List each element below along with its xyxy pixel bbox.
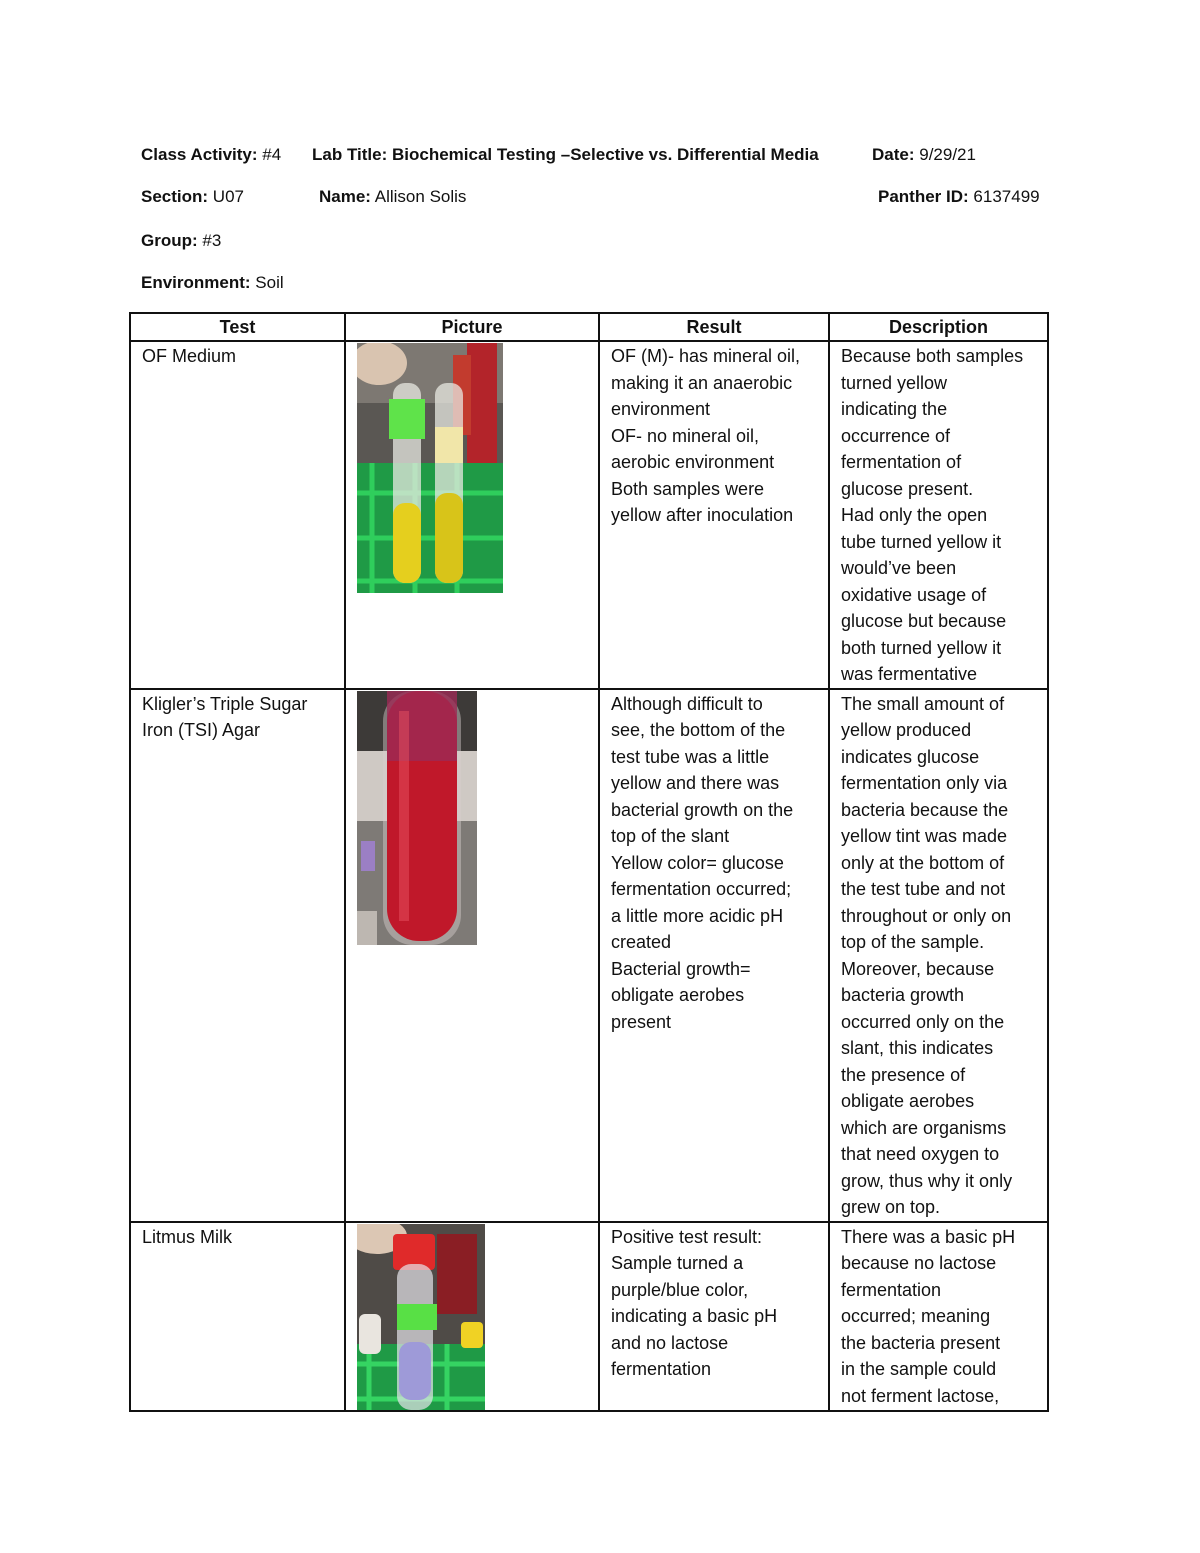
result-line: test tube was a little — [611, 746, 770, 767]
date-label: Date: — [872, 145, 915, 164]
description-line: because no lactose — [841, 1253, 997, 1273]
result-line: present — [611, 1011, 672, 1032]
result-line: Both samples were — [611, 478, 765, 499]
description-line: glucose present. — [841, 478, 974, 499]
result-line: Yellow color= glucose — [611, 852, 784, 873]
result-line: a little more acidic pH — [611, 905, 784, 926]
result-line: OF- no mineral oil, — [611, 425, 760, 446]
result-line: yellow and there was — [611, 773, 780, 793]
result-line: environment — [611, 399, 711, 419]
description-line: fermentation of — [841, 452, 962, 472]
description-line: grew on top. — [841, 1197, 941, 1217]
picture-cell — [345, 1222, 599, 1411]
date-value: 9/29/21 — [919, 145, 976, 164]
student-name — [319, 187, 466, 207]
description-line: would’ve been — [841, 558, 957, 578]
test-line: OF Medium — [142, 346, 237, 366]
description-cell — [829, 689, 1048, 1222]
description-line: slant, this indicates — [841, 1038, 994, 1058]
header-result: Result — [599, 313, 829, 341]
description-line: in the sample could — [841, 1359, 997, 1379]
result-line: purple/blue color, — [611, 1279, 749, 1300]
section-label: Section: — [141, 187, 209, 206]
description-line: fermentation — [841, 1279, 942, 1300]
test-cell — [130, 341, 345, 689]
group-label: Group: — [141, 231, 198, 250]
name-label: Name: — [319, 187, 371, 206]
class-activity — [141, 145, 281, 165]
description-line: that need oxygen to — [841, 1144, 1000, 1164]
test-tubes-yellow-photo — [357, 343, 503, 593]
section-value: U07 — [212, 187, 244, 206]
picture-cell — [345, 341, 599, 689]
table-header-row — [130, 313, 1048, 341]
result-line: fermentation — [611, 1359, 712, 1379]
result-line: see, the bottom of the — [611, 720, 786, 740]
result-line: Positive test result: — [611, 1226, 763, 1247]
description-line: throughout or only on — [841, 905, 1012, 926]
description-line: grow, thus why it only — [841, 1170, 1013, 1191]
environment-label: Environment: — [141, 273, 251, 292]
result-cell — [599, 341, 829, 689]
description-line: yellow produced — [841, 720, 972, 740]
panther-id-value: 6137499 — [973, 187, 1040, 206]
picture-cell — [345, 689, 599, 1222]
result-line: obligate aerobes — [611, 985, 745, 1005]
result-cell — [599, 1222, 829, 1411]
name-value: Allison Solis — [374, 187, 467, 206]
description-line: only at the bottom of — [841, 852, 1005, 873]
result-line: created — [611, 932, 672, 952]
lab-title-value: Biochemical Testing –Selective vs. Differential Media — [391, 145, 819, 164]
test-line: Kligler’s Triple Sugar — [142, 693, 308, 714]
description-line: oxidative usage of — [841, 584, 987, 605]
header-test: Test — [130, 313, 345, 341]
lab-title-label: Lab Title: — [312, 145, 388, 164]
result-line: bacterial growth on the — [611, 799, 794, 820]
description-line: the bacteria present — [841, 1332, 1001, 1353]
table-row — [130, 341, 1048, 689]
environment — [141, 273, 284, 293]
test-line: Litmus Milk — [142, 1226, 233, 1247]
result-line: Sample turned a — [611, 1253, 744, 1273]
result-cell — [599, 689, 829, 1222]
table-row — [130, 1222, 1048, 1411]
description-line: indicates glucose — [841, 746, 980, 767]
result-line: and no lactose — [611, 1332, 729, 1353]
table-row — [130, 689, 1048, 1222]
result-line: aerobic environment — [611, 452, 775, 472]
description-line: occurred only on the — [841, 1011, 1005, 1032]
description-line: the presence of — [841, 1064, 966, 1085]
description-line: bacteria because the — [841, 799, 1009, 820]
description-line: top of the sample. — [841, 932, 985, 952]
lab-title — [312, 145, 819, 165]
result-line: Although difficult to — [611, 693, 763, 714]
description-line: the test tube and not — [841, 879, 1006, 899]
test-cell — [130, 689, 345, 1222]
description-line: yellow tint was made — [841, 826, 1008, 846]
panther-id-label: Panther ID: — [878, 187, 969, 206]
group-value: #3 — [202, 231, 222, 250]
result-line: top of the slant — [611, 826, 730, 846]
description-line: Had only the open — [841, 505, 988, 525]
header-description: Description — [829, 313, 1048, 341]
description-line: Moreover, because — [841, 958, 995, 979]
purple-litmus-tube-photo — [357, 1224, 485, 1410]
result-line: yellow after inoculation — [611, 505, 794, 525]
date — [872, 145, 976, 165]
description-line: bacteria growth — [841, 985, 965, 1005]
result-line: OF (M)- has mineral oil, — [611, 346, 801, 366]
result-line: making it an anaerobic — [611, 372, 793, 393]
panther-id — [878, 187, 1040, 207]
description-line: occurrence of — [841, 425, 951, 446]
test-cell — [130, 1222, 345, 1411]
description-cell — [829, 1222, 1048, 1411]
description-line: obligate aerobes — [841, 1091, 975, 1111]
description-line: indicating the — [841, 399, 948, 419]
group — [141, 231, 221, 251]
test-line: Iron (TSI) Agar — [142, 720, 261, 740]
description-line: There was a basic pH — [841, 1226, 1016, 1247]
description-line: tube turned yellow it — [841, 531, 1002, 552]
description-line: both turned yellow it — [841, 637, 1002, 658]
description-cell — [829, 341, 1048, 689]
results-table — [129, 312, 1049, 1412]
description-line: fermentation only via — [841, 773, 1008, 793]
description-line: Because both samples — [841, 346, 1024, 366]
description-line: occurred; meaning — [841, 1306, 991, 1326]
description-line: turned yellow — [841, 372, 948, 393]
description-line: not ferment lactose, — [841, 1385, 1000, 1406]
description-line: was fermentative — [841, 664, 978, 684]
description-line: The small amount of — [841, 693, 1005, 714]
section — [141, 187, 244, 207]
red-agar-tube-photo — [357, 691, 477, 945]
class-activity-value: #4 — [262, 145, 282, 164]
result-line: indicating a basic pH — [611, 1306, 778, 1326]
description-line: which are organisms — [841, 1117, 1007, 1138]
environment-value: Soil — [255, 273, 284, 292]
header-picture: Picture — [345, 313, 599, 341]
class-activity-label: Class Activity: — [141, 145, 258, 164]
result-line: Bacterial growth= — [611, 958, 751, 979]
description-line: glucose but because — [841, 611, 1007, 631]
result-line: fermentation occurred; — [611, 879, 792, 899]
